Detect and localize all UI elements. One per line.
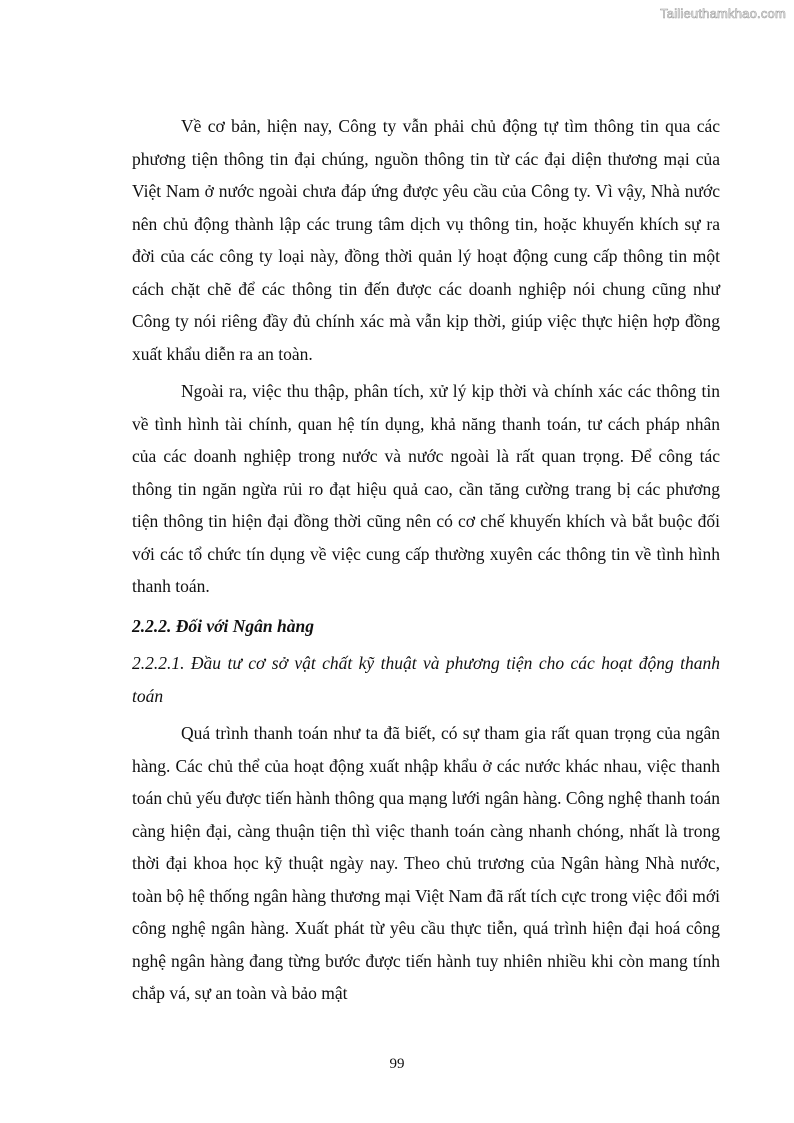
- watermark: Tailieuthamkhao.com: [660, 6, 786, 21]
- section-heading: 2.2.2. Đối với Ngân hàng: [132, 615, 314, 636]
- page-number: 99: [389, 1056, 405, 1072]
- paragraph-information-services: Về cơ bản, hiện nay, Công ty vẫn phải chủ động tự tìm thông tin qua các phương tiện thông tin đại chúng, nguồn thông tin từ các đại diện thương mại của Việt Nam ở nước ngoài chưa đáp ứng được yêu cầu của Công ty. Vì vậy, Nhà nước nên chủ động thành lập các trung tâm dịch vụ thông tin, hoặc khuyến khích sự ra đời của các công ty loại này, đồng thời quản lý hoạt động cung cấp thông tin một cách chặt chẽ để các thông tin đến được các doanh nghiệp nói chung cũng như Công ty nói riêng đầy đủ chính xác mà vẫn kịp thời, giúp việc thực hiện hợp đồng xuất khẩu diễn ra an toàn.: [132, 116, 720, 364]
- paragraph-financial-information: Ngoài ra, việc thu thập, phân tích, xử lý kịp thời và chính xác các thông tin về tình hình tài chính, quan hệ tín dụng, khả năng thanh toán, tư cách pháp nhân của các doanh nghiệp trong nước và nước ngoài là rất quan trọng. Để công tác thông tin ngăn ngừa rủi ro đạt hiệu quả cao, cần tăng cường trang bị các phương tiện thông tin hiện đại đồng thời cũng nên có cơ chế khuyến khích và bắt buộc đối với các tổ chức tín dụng về việc cung cấp thường xuyên các thông tin về tình hình thanh toán.: [132, 381, 720, 596]
- document-body: [132, 110, 720, 1010]
- paragraph-payment-technology: Quá trình thanh toán như ta đã biết, có sự tham gia rất quan trọng của ngân hàng. Các chủ thể của hoạt động xuất nhập khẩu ở các nước khác nhau, việc thanh toán chủ yếu được tiến hành thông qua mạng lưới ngân hàng. Công nghệ thanh toán càng hiện đại, càng thuận tiện thì việc thanh toán càng nhanh chóng, nhất là trong thời đại khoa học kỹ thuật ngày nay. Theo chủ trương của Ngân hàng Nhà nước, toàn bộ hệ thống ngân hàng thương mại Việt Nam đã rất tích cực trong việc đổi mới công nghệ ngân hàng. Xuất phát từ yêu cầu thực tiễn, quá trình hiện đại hoá công nghệ ngân hàng đang từng bước được tiến hành tuy nhiên nhiều khi còn mang tính chắp vá, sự an toàn và bảo mật: [132, 723, 720, 1003]
- subsection-heading: 2.2.2.1. Đầu tư cơ sở vật chất kỹ thuật và phương tiện cho các hoạt động thanh toán: [132, 653, 720, 706]
